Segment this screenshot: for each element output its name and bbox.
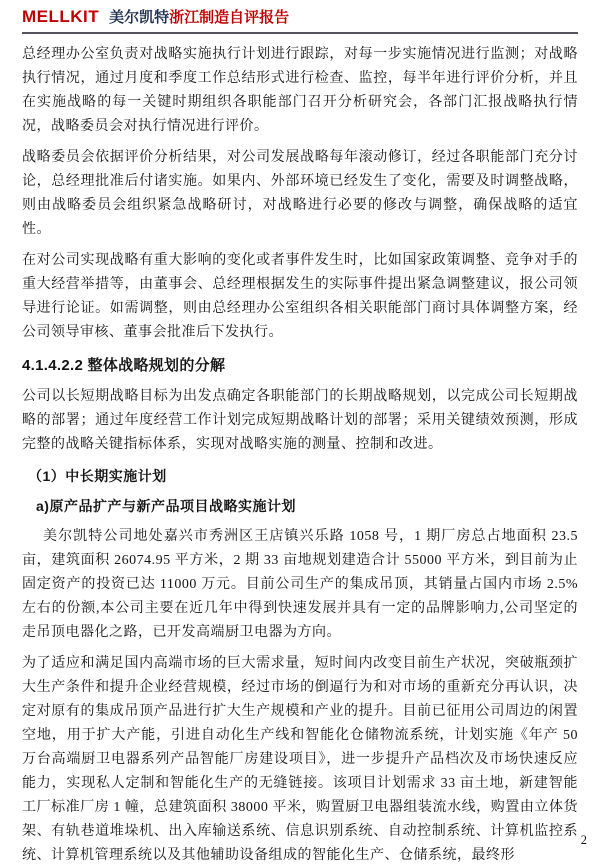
body-paragraph: 公司以长短期战略目标为出发点确定各职能部门的长期战略规划，以完成公司长短期战略的部署；通过年度经营工作计划完成短期战略计划的部署；采用关键绩效预测，形成完整的战略关键指标体系，实现对战略实施的测量、控制和改进。 xyxy=(22,389,578,452)
header-divider xyxy=(22,32,578,34)
body-paragraph: 在对公司实现战略有重大影响的变化或者事件发生时，比如国家政策调整、竞争对手的重大经营举措等，由董事会、总经理根据发生的实际事件提出紧急调整建议，报公司领导进行论证。如需调整，则由总经理办公室组织各相关职能部门商讨具体调整方案，经公司领导审核、董事会批准后下发执行。 xyxy=(22,253,578,340)
document-body xyxy=(22,43,578,865)
body-paragraph: 总经理办公室负责对战略实施执行计划进行跟踪，对每一步实施情况进行监测；对战略执行情况，通过月度和季度工作总结形式进行检查、监控，每半年进行评价分析，并且在实施战略的每一关键时期组织各职能部门召开分析研究会，各部门汇报战略执行情况，战略委员会对执行情况进行评价。 xyxy=(22,47,578,134)
header-report-title: 浙江制造自评报告 xyxy=(169,10,290,26)
body-paragraph: 战略委员会依据评价分析结果，对公司发展战略每年滚动修订，经过各职能部门充分讨论，总经理批准后付诸实施。如果内、外部环境已经发生了变化，需要及时调整战略，则由战略委员会组织紧急战略研讨，对战略进行必要的修改与调整，确保战略的适宜性。 xyxy=(22,150,578,237)
document-footer xyxy=(581,833,587,848)
section-heading: 4.1.4.2.2 整体战略规划的分解 xyxy=(22,357,226,374)
subsection-heading-numbered: （1）中长期实施计划 xyxy=(28,468,167,484)
subsection-heading-lettered: a)原产品扩产与新产品项目战略实施计划 xyxy=(36,498,296,514)
page-number: 2 xyxy=(580,833,587,847)
brand-logo: MELLKIT xyxy=(22,7,100,26)
body-paragraph: 为了适应和满足国内高端市场的巨大需求量，短时间内改变目前生产状况，突破瓶颈扩大生产条件和提升企业经营规模，经过市场的倒逼行为和对市场的重新充分再认识，决定对原有的集成吊顶产品进行扩大生产规模和产业的提升。目前已征用公司周边的闲置空地，用于扩大产能，引进自动化生产线和智能化仓储物流系统，计划实施《年产 50 万台高端厨卫电器系列产品智能厂房建设项目》，进一步提升产品档次及市场快速反应能力，实现私人定制和智能化生产的无缝链接。该项目计划需求 33 亩土地，新建智能工厂标准厂房 1 幢，总建筑面积 38000 平米，购置厨卫电器组装流水线，购置由立体货架、有轨巷道堆垛机、出入库输送系统、信息识别系统、自动控制系统、计算机监控系统、计算机管理系统以及其他辅助设备组成的智能化生产、仓储系统，最终形 xyxy=(22,656,578,863)
document-header xyxy=(22,6,578,29)
body-paragraph: 美尔凯特公司地处嘉兴市秀洲区王店镇兴乐路 1058 号，1 期厂房总占地面积 23.5 亩，建筑面积 26074.95 平方米，2 期 33 亩地规划建造合计 55000 平方米，到目前为止固定资产的投资已达 11000 万元。目前公司生产的集成吊顶，其销量占国内市场 2.5%左右的份额,本公司主要在近几年中得到快速发展并具有一定的品牌影响力,公司坚定的走吊顶电器化之路，已开发高端厨卫电器为方向。 xyxy=(22,529,578,640)
header-company-name: 美尔凯特 xyxy=(109,10,170,26)
